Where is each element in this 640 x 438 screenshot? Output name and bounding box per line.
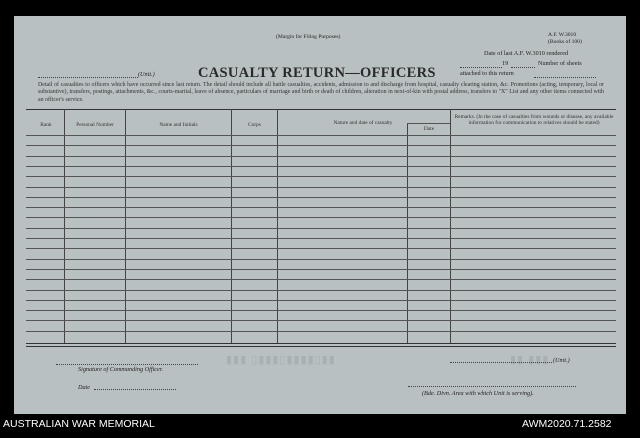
table-row <box>26 228 616 229</box>
footer-right: AWM2020.71.2582 <box>522 418 612 430</box>
date-last-line-2 <box>511 67 535 68</box>
commanding-officer-label: Signature of Commanding Officer. <box>78 366 164 373</box>
date-label: Date <box>78 384 91 391</box>
header-remarks: Remarks. (In the case of casualties from wounds or disease, any available information for communication to relatives should be stated) <box>454 114 614 127</box>
bde-line <box>408 386 576 387</box>
page-title: CASUALTY RETURN—OFFICERS <box>198 65 436 81</box>
col-divider-4 <box>277 109 278 343</box>
table-row <box>26 145 616 146</box>
unit-line <box>38 77 138 78</box>
header-corps: Corps <box>248 122 261 128</box>
table-row <box>26 279 616 280</box>
margin-note: (Margin for Filing Purposes) <box>276 34 341 40</box>
table-row <box>26 300 616 301</box>
unit-line-bottom <box>450 362 552 363</box>
table-row <box>26 166 616 167</box>
footer-left: AUSTRALIAN WAR MEMORIAL <box>3 418 155 430</box>
table-row <box>26 156 616 157</box>
table-row <box>26 238 616 239</box>
faint-text-2: ▮▮ ▮▮▮ <box>510 354 550 366</box>
table-row <box>26 217 616 218</box>
date-line <box>94 389 176 390</box>
date-last-line-1 <box>460 67 502 68</box>
table-row <box>26 187 616 188</box>
table-row <box>26 331 616 332</box>
col-divider-1 <box>64 109 65 343</box>
table-row <box>26 135 616 136</box>
unit-label-bottom: (Unit.) <box>553 357 570 364</box>
col-divider-2 <box>125 109 126 343</box>
table-row <box>26 207 616 208</box>
signature-line <box>56 364 198 365</box>
table-row <box>26 290 616 291</box>
bde-label: (Bde. Divn. Area with which Unit is serving). <box>422 390 534 397</box>
header-personal-number: Personal Number <box>76 122 114 128</box>
table-top-border <box>26 109 616 110</box>
table-row <box>26 197 616 198</box>
table-row <box>26 248 616 249</box>
col-divider-3 <box>231 109 232 343</box>
attached-label: attached to this return <box>460 70 514 77</box>
number-sheets-label: Number of sheets <box>538 60 582 67</box>
header-name: Name and Initials <box>159 122 198 128</box>
books-note: (Books of 100) <box>548 39 582 45</box>
table-row <box>26 310 616 311</box>
year-prefix: 19 <box>502 60 509 67</box>
table-bottom-border <box>26 343 616 344</box>
header-nature: Nature and date of casualty <box>333 120 393 126</box>
form-sheet <box>14 16 626 414</box>
table-row <box>26 320 616 321</box>
unit-label-top: (Unit.) <box>138 71 155 78</box>
date-last-label: Date of last A.F. W.3010 rendered <box>484 50 569 57</box>
col-divider-6 <box>450 109 451 343</box>
table-row <box>26 259 616 260</box>
table-row <box>26 176 616 177</box>
attached-line <box>534 77 596 78</box>
faint-text-1: ▮▮▮ ▯▮▮▮▯▮▮▮▮▯▮▮ <box>226 354 336 366</box>
header-date: Date <box>423 126 435 132</box>
header-rank: Rank <box>40 122 52 128</box>
form-number: A.F. W.3010 <box>548 32 577 38</box>
table-bottom-border-2 <box>26 346 616 347</box>
table-row <box>26 269 616 270</box>
form-description: Detail of casualties to officers which have occurred since last return. The detail should include all battle casualties, accidents, admission to and discharge from hospital, casualty clearing station, &c. Promotions (acting, temporary, local or substantive), transfers, postings, attachments, &c., courts-martial, leave of absence, particulars of marriage and birth or death of children, alteration in next-of-kin with postal address, transfers to "X" List and any other items connected with an officer's service. <box>38 82 604 103</box>
